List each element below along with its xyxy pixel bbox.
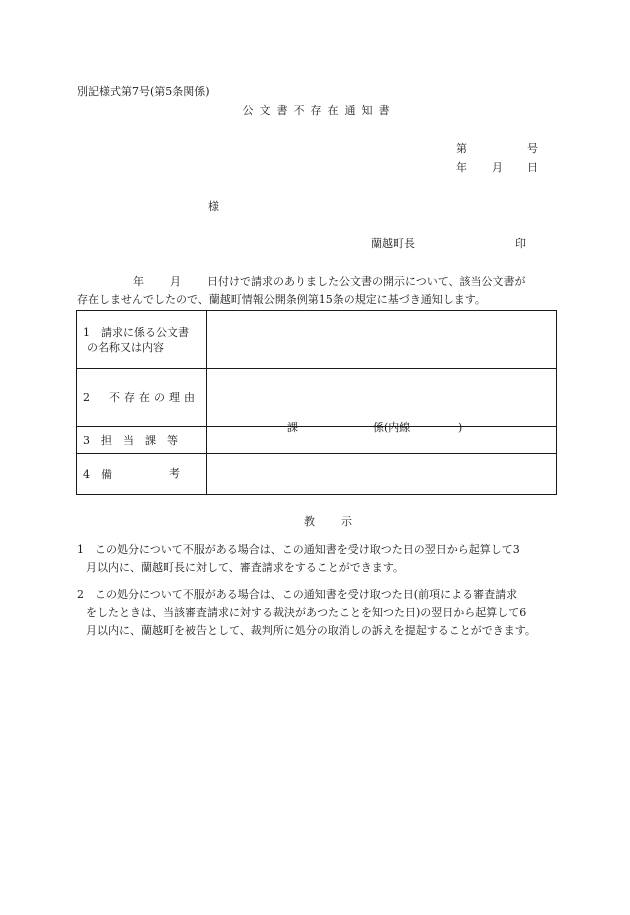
- table-row: [77, 369, 557, 427]
- date-day-label: 日: [527, 161, 538, 174]
- table-label-document-name: [77, 311, 207, 369]
- date-year-label: 年: [456, 161, 467, 174]
- table-row: [77, 311, 557, 369]
- table-row: [77, 427, 557, 454]
- reference-number-prefix: 第: [456, 142, 467, 155]
- seal-mark: 印: [515, 237, 526, 250]
- table-label-line: 1 請求に係る公文書: [83, 325, 189, 339]
- recipient-honorific: 様: [208, 200, 219, 213]
- table-label-department: 3 担 当 課 等: [77, 427, 207, 454]
- instruction-item-1-line-2: 月以内に、蘭越町長に対して、審査請求をすることができます。: [86, 561, 404, 574]
- form-number: 別記様式第7号(第5条関係): [77, 85, 210, 98]
- body-paragraph-line-1: [77, 275, 526, 289]
- table-value-reason: [207, 369, 557, 427]
- instruction-heading: 教示: [304, 515, 378, 528]
- table-value-document-name: [207, 311, 557, 369]
- document-title: 公文書不存在通知書: [242, 104, 396, 117]
- reference-number-suffix: 号: [527, 142, 538, 155]
- body-text-1: 日付けで請求のありました公文書の開示について、該当公文書が: [207, 275, 526, 288]
- table-label-remarks: [77, 454, 207, 495]
- instruction-item-2-line-3: 月以内に、蘭越町を被告として、裁判所に処分の取消しの訴えを提起することができます。: [86, 624, 536, 637]
- table-value-department: [207, 421, 557, 454]
- table-row: [77, 454, 557, 495]
- body-paragraph-line-2: 存在しませんでしたので、蘭越町情報公開条例第15条の規定に基づき通知します。: [77, 293, 486, 306]
- remarks-label-start: 4 備: [83, 467, 112, 481]
- instruction-item-2-line-2: をしたときは、当該審査請求に対する裁決があつたことを知つた日)の翌日から起算して6: [86, 606, 527, 619]
- instruction-item-1-line-1: 1 この処分について不服がある場合は、この通知書を受け取つた日の翌日から起算して3: [77, 543, 520, 556]
- table-value-remarks: [207, 454, 557, 495]
- body-year-label: 年: [133, 275, 144, 288]
- department-section-label: 課: [287, 421, 298, 434]
- department-unit-label: 係(内線: [373, 421, 411, 434]
- date-month-label: 月: [492, 161, 503, 174]
- notice-info-table: [76, 310, 557, 495]
- instruction-item-2-line-1: 2 この処分について不服がある場合は、この通知書を受け取つた日(前項による審査請求: [77, 588, 518, 601]
- issuer-name: 蘭越町長: [371, 237, 415, 250]
- table-label-line: の名称又は内容: [87, 340, 164, 354]
- department-extension-close: ): [458, 421, 463, 434]
- table-label-reason: 2 不存在の理由: [77, 369, 207, 427]
- body-month-label: 月: [170, 275, 181, 288]
- remarks-label-end: 考: [169, 467, 180, 480]
